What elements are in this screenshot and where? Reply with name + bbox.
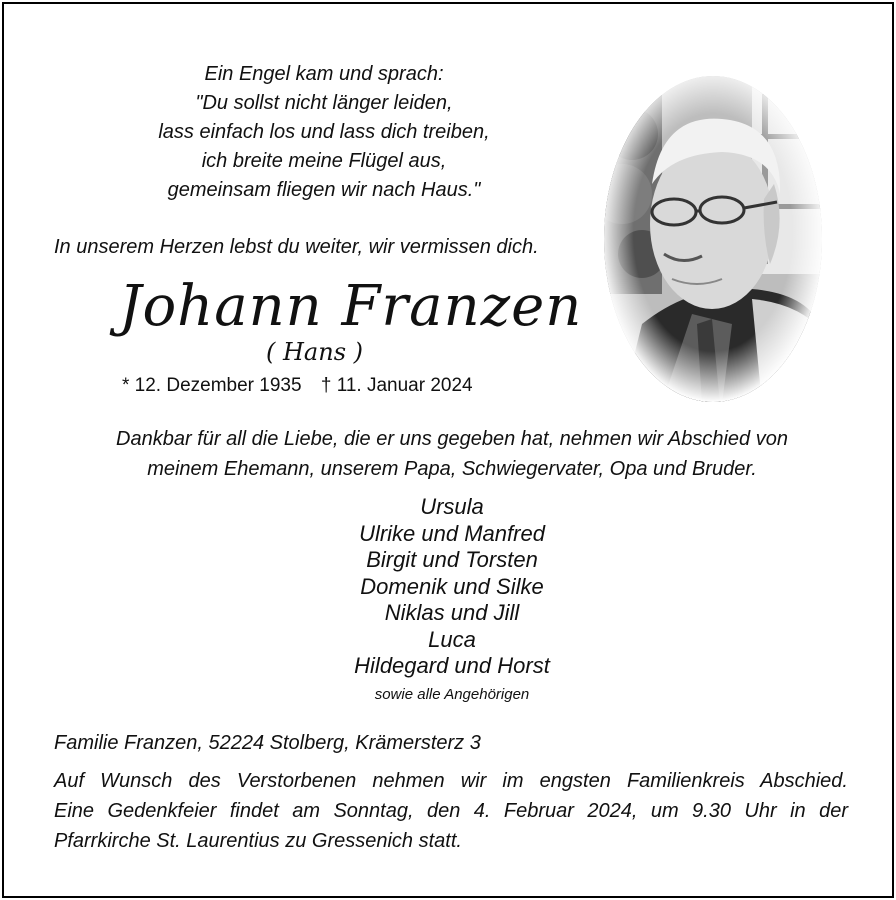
notice-line: Pfarrkirche St. Laurentius zu Gressenich statt. [54,830,462,852]
obituary-frame [2,2,894,898]
family-member: Niklas und Jill [384,600,520,625]
heart-line: In unserem Herzen lebst du weiter, wir vermissen dich. [54,236,539,258]
farewell-text [44,424,860,484]
poem-line: ich breite meine Flügel aus, [201,150,447,172]
birth-date: * 12. Dezember 1935 [122,375,302,396]
notice-line: Auf Wunsch des Verstorbenen nehmen wir im engsten Familienkreis Abschied. [54,770,848,792]
farewell-line: meinem Ehemann, unserem Papa, Schwiegervater, Opa und Bruder. [147,458,757,480]
poem-line: "Du sollst nicht länger leiden, [195,92,453,114]
family-member: Domenik und Silke [360,573,544,599]
family-member: Birgit und Torsten [366,547,538,572]
family-member: Ulrike und Manfred [359,520,545,546]
relatives-line: sowie alle Angehörigen [374,686,530,703]
portrait-photo [602,74,824,404]
family-list [252,494,652,680]
family-address: Familie Franzen, 52224 Stolberg, Krämersterz 3 [54,732,481,754]
life-dates [122,375,487,397]
notice-line: Eine Gedenkfeier findet am Sonntag, den 4. Februar 2024, um 9.30 Uhr in der [54,800,848,822]
deceased-nickname: ( Hans ) [266,338,363,366]
farewell-line: Dankbar für all die Liebe, die er uns gegeben hat, nehmen wir Abschied von [116,428,788,450]
family-member: Hildegard und Horst [354,653,550,678]
poem [64,60,584,205]
family-member: Ursula [420,494,484,519]
ceremony-notice [54,766,848,856]
poem-line: lass einfach los und lass dich treiben, [158,121,490,143]
family-member: Luca [428,626,476,652]
death-date: † 11. Januar 2024 [320,375,473,396]
poem-line: gemeinsam fliegen wir nach Haus." [167,179,481,201]
poem-line: Ein Engel kam und sprach: [204,63,444,85]
deceased-name: Johann Franzen [119,274,583,339]
